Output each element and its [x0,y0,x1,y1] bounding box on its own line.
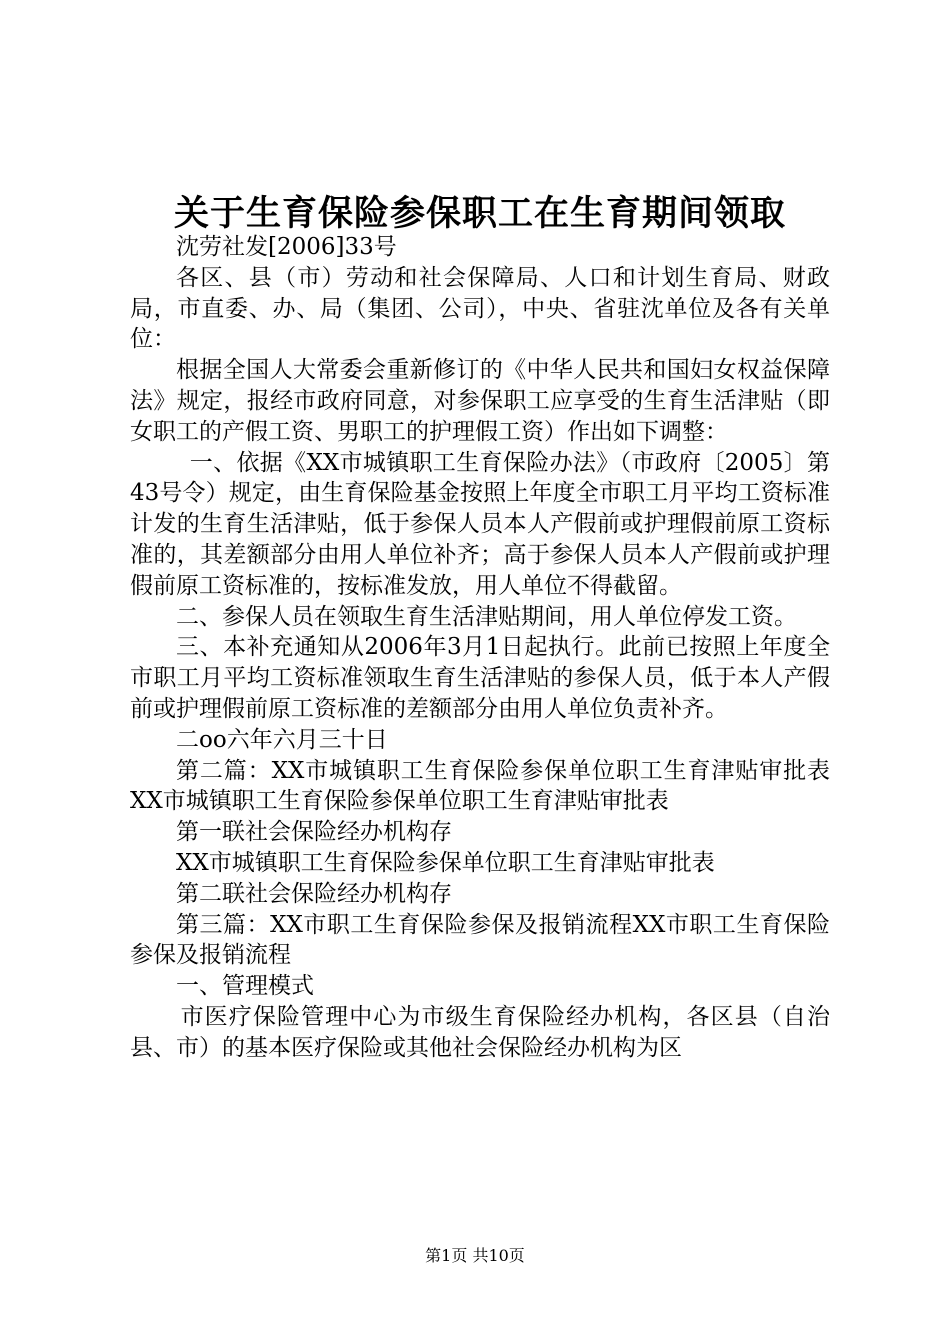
date-paragraph: 二oo六年六月三十日 [176,726,388,753]
clause-one-paragraph: 一、依据《XX市城镇职工生育保险办法》（市政府〔2005〕第43号令）规定，由生育保险基金按照上年度全市职工月平均工资标准计发的生育生活津贴，低于参保人员本人产假前或护理假前原工资标准的，其差额部分由用人单位补齐；高于参保人员本人产假前或护理假前原工资标准的，按标准发放，用人单位不得截留。 [130,449,830,599]
addressee-paragraph: 各区、县（市）劳动和社会保障局、人口和计划生育局、财政局，市直委、办、局（集团、公司），中央、省驻沈单位及各有关单位： [130,264,830,353]
copy-one-label: 第一联社会保险经办机构存 [176,819,452,846]
copy-two-label: 第二联社会保险经办机构存 [176,880,452,907]
clause-three-paragraph: 三、本补充通知从2006年3月1日起执行。此前已按照上年度全市职工月平均工资标准领取生育生活津贴的参保人员，低于本人产假前或护理假前原工资标准的差额部分由用人单位负责补齐。 [130,634,830,722]
doc-number: 沈劳社发[2006]33号 [176,234,397,260]
part-three-heading: 第三篇：XX市职工生育保险参保及报销流程XX市职工生育保险参保及报销流程 [130,911,830,969]
clause-two-paragraph: 二、参保人员在领取生育生活津贴期间，用人单位停发工资。 [176,603,797,630]
document-body [130,232,830,1064]
intro-paragraph: 根据全国人大常委会重新修订的《中华人民共和国妇女权益保障法》规定，报经市政府同意，对参保职工应享受的生育生活津贴（即女职工的产假工资、男职工的护理假工资）作出如下调整： [130,357,830,445]
part-two-heading: 第二篇：XX市城镇职工生育保险参保单位职工生育津贴审批表XX市城镇职工生育保险参保单位职工生育津贴审批表 [130,757,830,815]
management-mode-heading: 一、管理模式 [176,973,314,1000]
form-title-paragraph: XX市城镇职工生育保险参保单位职工生育津贴审批表 [176,849,715,876]
page-number-footer: 第1页 共10页 [425,1246,525,1265]
document-title: 关于生育保险参保职工在生育期间领取 [173,193,786,234]
management-paragraph: 市医疗保险管理中心为市级生育保险经办机构，各区县（自治县、市）的基本医疗保险或其他社会保险经办机构为区 [130,1003,830,1061]
